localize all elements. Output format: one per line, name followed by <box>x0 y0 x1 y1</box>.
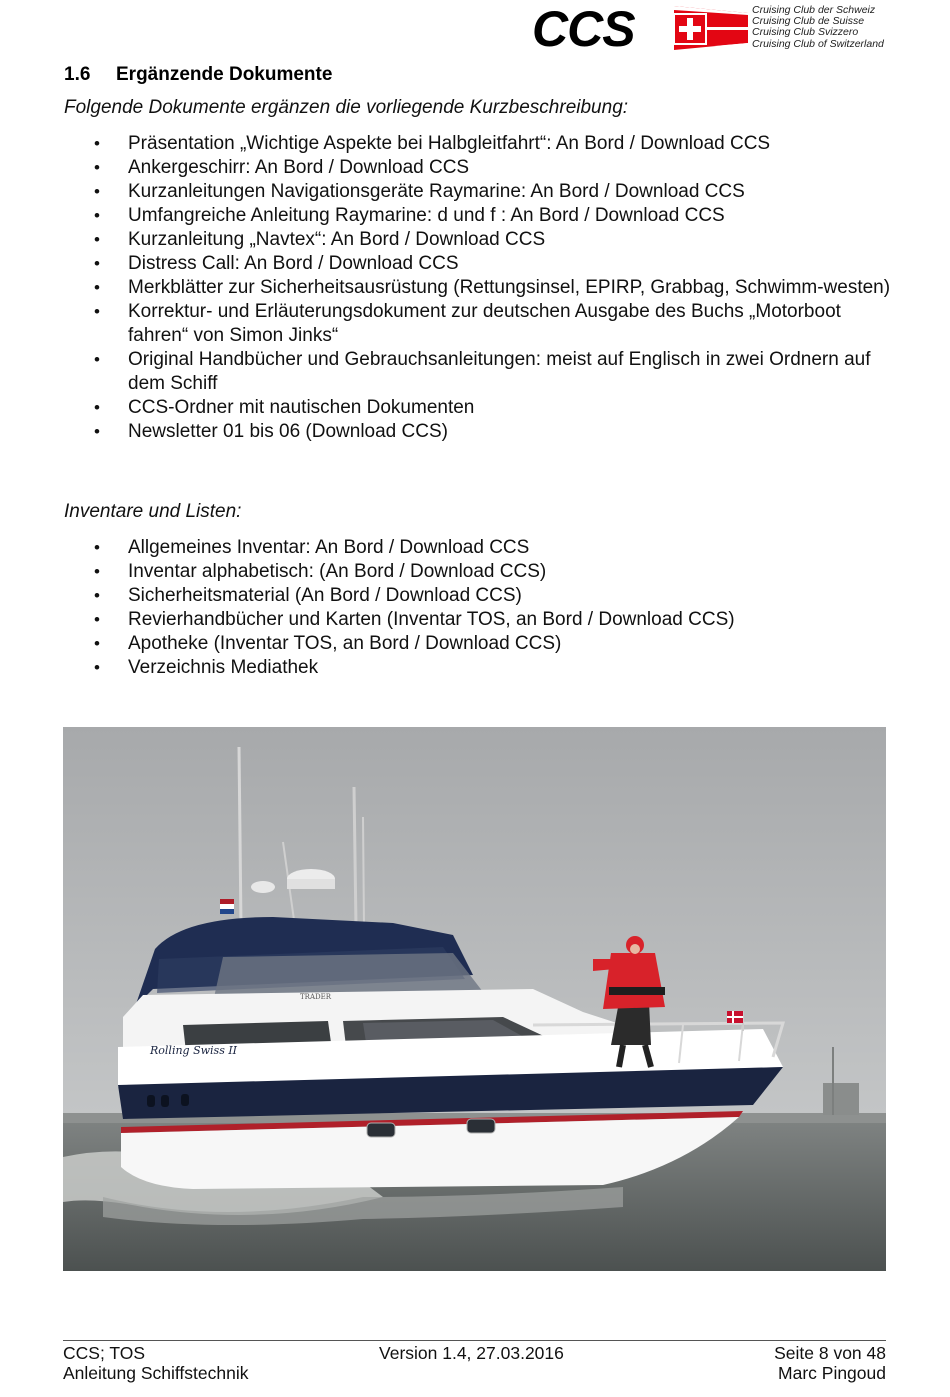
footer-author: Marc Pingoud <box>778 1363 886 1383</box>
club-name-it: Cruising Club Svizzero <box>752 26 859 39</box>
list-item: • Umfangreiche Anleitung Raymarine: d und f : An Bord / Download CCS <box>64 204 894 228</box>
club-name-fr: Cruising Club de Suisse <box>752 15 865 28</box>
footer-left <box>63 1343 249 1383</box>
list-item: • Korrektur- und Erläuterungsdokument zur deutschen Ausgabe des Buchs „Motorboot fahren“ von Simon Jinks“ <box>64 300 894 348</box>
footer-version: Version 1.4, 27.03.2016 <box>379 1343 564 1363</box>
list-item: • Sicherheitsmaterial (An Bord / Download CCS) <box>64 584 894 608</box>
ccs-logo <box>532 1 887 57</box>
footer-doc-title: Anleitung Schiffstechnik <box>63 1363 249 1383</box>
list-item: • Verzeichnis Mediathek <box>64 656 894 680</box>
footer-right <box>774 1343 886 1383</box>
boat-name-label: Rolling Swiss II <box>150 1044 238 1057</box>
footer-page-number: Seite 8 von 48 <box>774 1343 886 1363</box>
boat-photo <box>63 727 886 1271</box>
list-item: • Merkblätter zur Sicherheitsausrüstung (Rettungsinsel, EPIRP, Grabbag, Schwimm-westen) <box>64 276 894 300</box>
list-item: • Ankergeschirr: An Bord / Download CCS <box>64 156 894 180</box>
inventory-list <box>64 536 894 680</box>
section-title: Ergänzende Dokumente <box>116 64 333 85</box>
list-item: • Distress Call: An Bord / Download CCS <box>64 252 894 276</box>
inventory-heading: Inventare und Listen: <box>64 501 242 522</box>
list-item: • Original Handbücher und Gebrauchsanleitungen: meist auf Englisch in zwei Ordnern auf dem Schiff <box>64 348 894 396</box>
list-item: • Allgemeines Inventar: An Bord / Download CCS <box>64 536 894 560</box>
footer-org: CCS; TOS <box>63 1343 146 1363</box>
list-item: • Inventar alphabetisch: (An Bord / Download CCS) <box>64 560 894 584</box>
list-item: • CCS-Ordner mit nautischen Dokumenten <box>64 396 894 420</box>
club-name-en: Cruising Club of Switzerland <box>752 37 884 50</box>
club-name-de: Cruising Club der Schweiz <box>752 4 876 16</box>
section-intro: Folgende Dokumente ergänzen die vorliegende Kurzbeschreibung: <box>64 97 629 118</box>
list-item: • Kurzanleitungen Navigationsgeräte Raymarine: An Bord / Download CCS <box>64 180 894 204</box>
boat-photo-illustration <box>63 727 886 1271</box>
list-item: • Präsentation „Wichtige Aspekte bei Halbgleitfahrt“: An Bord / Download CCS <box>64 132 894 156</box>
section-heading <box>64 64 332 86</box>
list-item: • Revierhandbücher und Karten (Inventar TOS, an Bord / Download CCS) <box>64 608 894 632</box>
footer-divider <box>63 1340 886 1341</box>
boat-brand-label: TRADER <box>300 993 331 1001</box>
club-names <box>752 5 884 50</box>
list-item: • Newsletter 01 bis 06 (Download CCS) <box>64 420 894 444</box>
documents-list <box>64 132 894 444</box>
list-item: • Apotheke (Inventar TOS, an Bord / Download CCS) <box>64 632 894 656</box>
section-number: 1.6 <box>64 64 91 85</box>
ccs-burgee-icon <box>674 6 748 50</box>
list-item: • Kurzanleitung „Navtex“: An Bord / Download CCS <box>64 228 894 252</box>
logo-wordmark: CCS <box>532 1 635 57</box>
